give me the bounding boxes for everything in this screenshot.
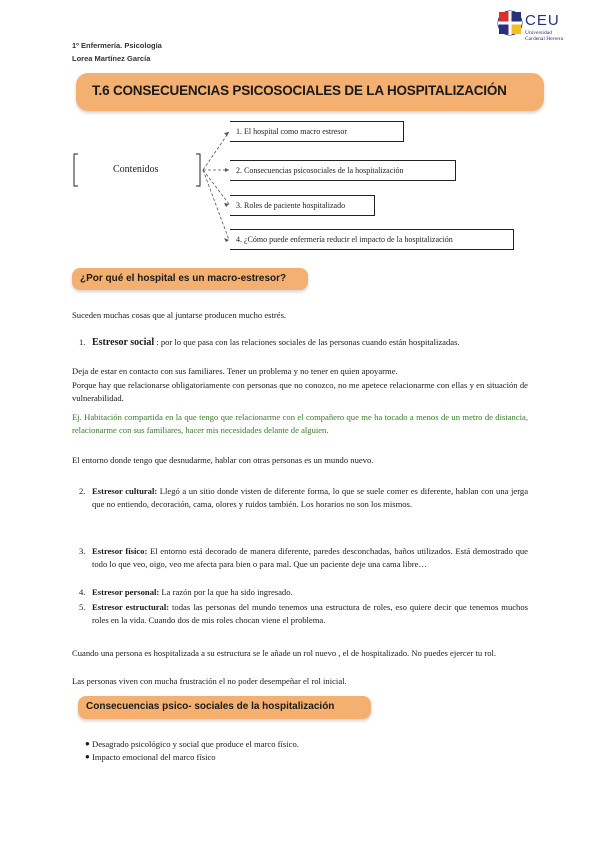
paragraph-frustration: Las personas viven con mucha frustración el no poder desempeñar el rol inicial. <box>72 676 347 686</box>
logo-subtitle: Universidad Cardenal Herrera <box>525 30 564 42</box>
list-item-physical-stressor: 3. Estresor físico: El entorno está decorado de manera diferente, paredes desconchadas, baños utilizados. Está demostrado que todo lo que veo, oigo, veo me afecta para bien o para mal. Que un paciente deje una cama libre… <box>79 546 528 569</box>
section-heading-consequences: Consecuencias psico- sociales de la hospitalización <box>78 696 371 719</box>
list-item-social-stressor: 1. Estresor social : por lo que pasa con las relaciones sociales de las personas cuando están hospitalizadas. <box>79 337 460 348</box>
bullet-item: ● Impacto emocional del marco físico <box>85 752 216 762</box>
section1-intro: Suceden muchas cosas que al juntarse producen mucho estrés. <box>72 310 287 320</box>
cross-emblem-icon <box>497 10 523 36</box>
section-heading-macro-stressor: ¿Por qué el hospital es un macro-estresor? <box>72 268 308 290</box>
list-item-structural-stressor: 5. Estresor estructural: todas las personas del mundo tenemos una estructura de roles, eso quiere decir que tenemos muchos roles en la vida. Cuando dos de mis roles chocan viene el problema. <box>79 602 528 625</box>
contents-item-3[interactable]: 3. Roles de paciente hospitalizado <box>230 195 375 216</box>
contents-item-2[interactable]: 2. Consecuencias psicosociales de la hospitalización <box>230 160 456 181</box>
title-banner <box>76 73 544 111</box>
contents-item-4[interactable]: 4. ¿Cómo puede enfermería reducir el impacto de la hospitalización <box>230 229 514 250</box>
contents-item-1[interactable]: 1. El hospital como macro estresor <box>230 121 404 142</box>
list-item-personal-stressor: 4. Estresor personal: La razón por la que ha sido ingresado. <box>79 587 293 597</box>
logo-wordmark: CEU <box>525 12 560 29</box>
page-title: T.6 CONSECUENCIAS PSICOSOCIALES DE LA HOSPITALIZACIÓN <box>92 83 507 98</box>
paragraph-relationships: Porque hay que relacionarse obligatoriamente con personas que no conozco, no me apetece relacionarme con ellas y en situación de vulnerabilidad. <box>72 380 528 403</box>
bullet-item: ● Desagrado psicológico y social que produce el marco físico. <box>85 739 299 749</box>
list-item-cultural-stressor: 2. Estresor cultural: Llegó a un sitio donde visten de diferente forma, lo que se suele comer es diferente, hablan con una jerga que no entiendo, decoración, cama, olores y ruidos también. Los horarios no son los mismos. <box>79 486 529 509</box>
example-text: Ej. Habitación compartida en la que tengo que relacionarme con el compañero que me ha tocado a menos de un metro de distancia, relacionarme con sus familiares, hacer mis necesidades delante de alguien. <box>72 412 528 435</box>
paragraph-family-contact: Deja de estar en contacto con sus familiares. Tener un problema y no tener en quien apoyarme. <box>72 366 398 376</box>
contents-label: Contenidos <box>113 164 159 175</box>
university-logo <box>497 10 597 48</box>
course-label: 1º Enfermería. Psicología <box>72 41 162 50</box>
author-name: Lorea Martínez García <box>72 54 151 63</box>
paragraph-new-role: Cuando una persona es hospitalizada a su estructura se le añade un rol nuevo , el de hospitalizado. No puedes ejercer tu rol. <box>72 648 497 658</box>
paragraph-environment: El entorno donde tengo que desnudarme, hablar con otras personas es un mundo nuevo. <box>72 455 374 465</box>
